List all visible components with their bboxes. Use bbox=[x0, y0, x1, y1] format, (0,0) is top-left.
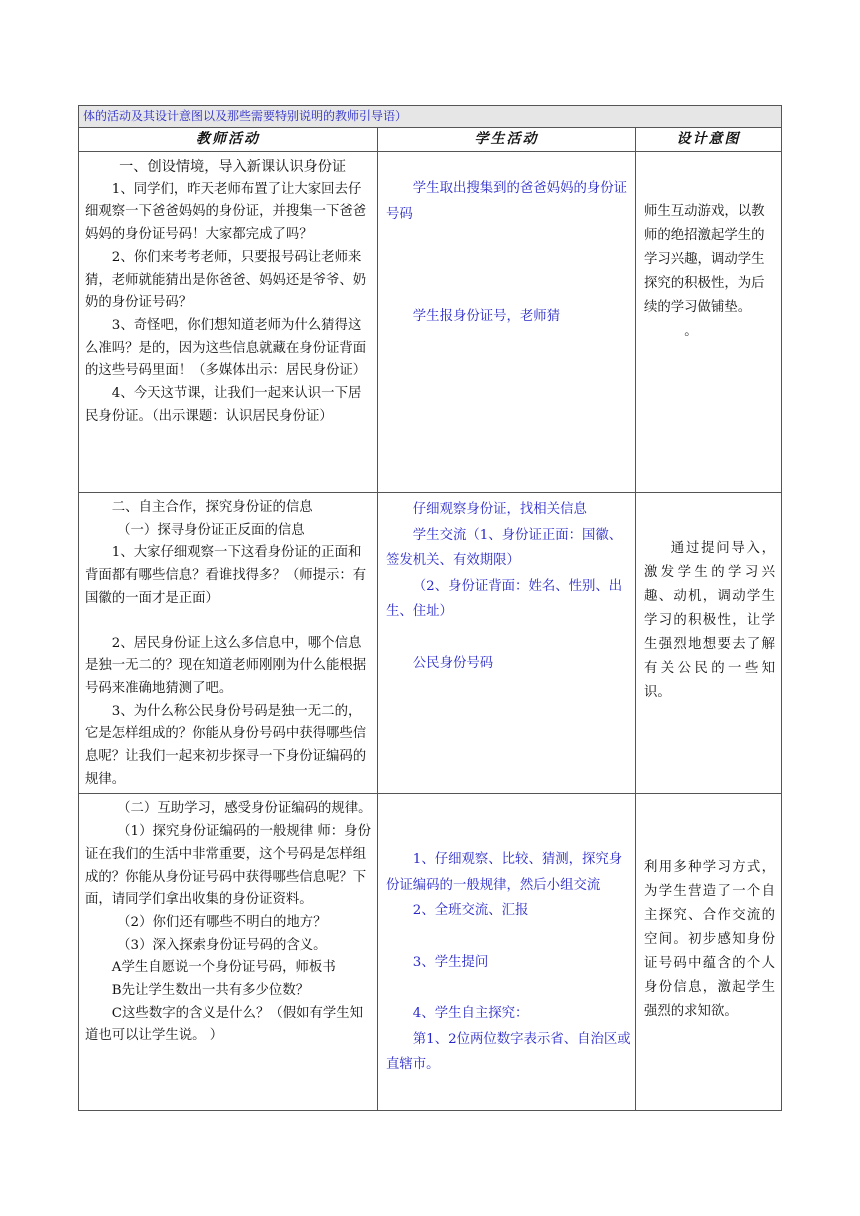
student-paragraph: 学生报身份证号，老师猜 bbox=[412, 309, 561, 324]
table-row bbox=[79, 493, 782, 794]
table-row bbox=[79, 152, 782, 493]
intent-cell bbox=[636, 794, 782, 1111]
teacher-paragraph: （2）你们还有哪些不明白的地方？ bbox=[117, 914, 327, 930]
section-heading: 二、自主合作，探究身份证的信息 bbox=[111, 500, 313, 515]
lesson-plan-table bbox=[78, 105, 782, 1111]
teacher-paragraph: 3、奇怪吧，你们想知道老师为什么猜得这么准吗？是的，因为这些信息就藏在身份证背面的这些号码里面！（多媒体出示：居民身份证） bbox=[85, 317, 367, 379]
intent-paragraph: 通过提问导入，激发学生的学习兴趣、动机，调动学生学习的积极性，让学生强烈地想要去了解有关公民的一些知识。 bbox=[644, 541, 776, 700]
teacher-paragraph: C这些数字的含义是什么？（假如有学生知道也可以让学生说。 ） bbox=[85, 1005, 364, 1044]
student-paragraph: 学生交流（1、身份证正面：国徽、签发机关、有效期限） bbox=[386, 527, 623, 568]
intent-paragraph: 利用多种学习方式，为学生营造了一个自主探究、合作交流的空间。初步感知身份证号码中蕴含的个人身份信息，激起学生强烈的求知欲。 bbox=[644, 860, 776, 1020]
teacher-paragraph: 4、今天这节课，让我们一起来认识一下居民身份证。（出示课题：认识居民身份证） bbox=[85, 386, 362, 424]
table-row bbox=[79, 794, 782, 1111]
teacher-paragraph: （1）探究身份证编码的一般规律 师：身份证在我们的生活中非常重要，这个号码是怎样组成的？你能从身份证号码中获得哪些信息呢？下面，请同学们拿出收集的身份证资料。 bbox=[85, 824, 371, 908]
teacher-paragraph: A学生自愿说一个身份证号码，师板书 bbox=[111, 960, 336, 976]
student-paragraph: 4、学生自主探究： bbox=[412, 1006, 529, 1022]
header-student: 学生活动 bbox=[378, 128, 636, 152]
header-intent: 设计意图 bbox=[636, 128, 782, 152]
student-paragraph: 2、全班交流、汇报 bbox=[412, 903, 529, 919]
intent-paragraph: 师生互动游戏，以教师的绝招激起学生的学习兴趣，调动学生探究的积极性，为后续的学习做铺垫。 bbox=[644, 204, 765, 315]
teacher-paragraph: 2、你们来考考老师，只要报号码让老师来猜，老师就能猜出是你爸爸、妈妈还是爷爷、奶奶的身份证号码？ bbox=[85, 249, 367, 311]
section-subheading: （二）互助学习，感受身份证编码的规律。 bbox=[117, 801, 372, 817]
intent-paragraph: 。 bbox=[684, 324, 698, 339]
teacher-paragraph: 1、同学们，昨天老师布置了让大家回去仔细观察一下爸爸妈妈的身份证，并搜集一下爸爸妈妈的身份证号码！大家都完成了吗？ bbox=[85, 181, 367, 243]
intent-cell bbox=[636, 152, 782, 493]
student-paragraph: （2、身份证背面：姓名、性别、出生、住址） bbox=[386, 578, 623, 619]
teacher-paragraph: 2、居民身份证上这么多信息中，哪个信息是独一无二的？现在知道老师刚刚为什么能根据号码来准确地猜测了吧。 bbox=[85, 635, 367, 696]
student-paragraph: 仔细观察身份证，找相关信息 bbox=[412, 502, 587, 517]
caption-row bbox=[79, 106, 782, 128]
teacher-paragraph: B先让学生数出一共有多少位数？ bbox=[111, 983, 310, 999]
header-teacher: 教师活动 bbox=[79, 128, 378, 152]
student-cell bbox=[378, 152, 636, 493]
student-cell bbox=[378, 493, 636, 794]
teacher-cell bbox=[79, 493, 378, 794]
student-paragraph: 第1、2位两位数字表示省、自治区或直辖市。 bbox=[386, 1031, 631, 1073]
teacher-cell bbox=[79, 794, 378, 1111]
section-heading: 一、创设情境，导入新课认识身份证 bbox=[119, 159, 347, 175]
header-row bbox=[79, 128, 782, 152]
intent-cell bbox=[636, 493, 782, 794]
student-paragraph: 1、仔细观察、比较、猜测，探究身份证编码的一般规律，然后小组交流 bbox=[386, 852, 623, 893]
teacher-cell bbox=[79, 152, 378, 493]
teacher-paragraph: 1、大家仔细观察一下这看身份证的正面和背面都有哪些信息？看谁找得多？（师提示：有国徽的一面才是正面） bbox=[85, 545, 367, 606]
student-paragraph: 3、学生提问 bbox=[412, 954, 489, 970]
student-paragraph: 学生取出搜集到的爸爸妈妈的身份证号码 bbox=[386, 181, 628, 222]
section-subheading: （一）探寻身份证正反面的信息 bbox=[117, 522, 305, 538]
student-cell bbox=[378, 794, 636, 1111]
table-caption: 体的活动及其设计意图以及那些需要特别说明的教师引导语） bbox=[79, 106, 782, 128]
student-paragraph: 公民身份号码 bbox=[412, 655, 494, 671]
teacher-paragraph: 3、为什么称公民身份号码是独一无二的，它是怎样组成的？你能从身份号码中获得哪些信息呢？让我们一起来初步探寻一下身份证编码的规律。 bbox=[85, 703, 367, 787]
teacher-paragraph: （3）深入探索身份证号码的含义。 bbox=[117, 937, 327, 953]
